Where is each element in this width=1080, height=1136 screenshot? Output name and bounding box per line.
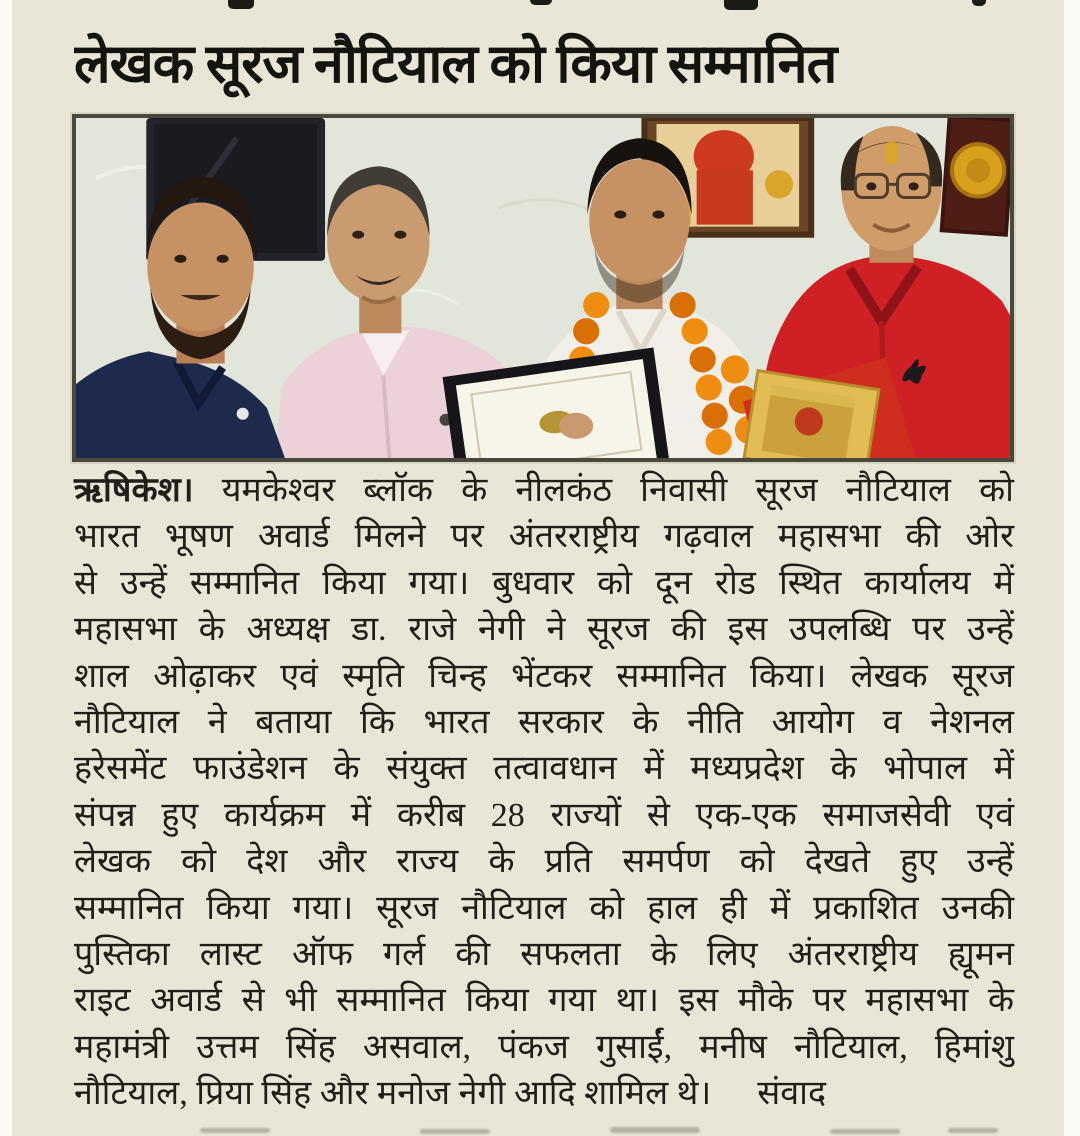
text-fragment [610, 1127, 700, 1133]
text-fragment [830, 1129, 900, 1134]
body-line-text: नौटियाल, प्रिया सिंह और मनोज नेगी आदि शामिल थे। [74, 1075, 712, 1113]
body-line: से उन्हें सम्मानित किया गया। बुधवार को दून रोड स्थित कार्यालय में [74, 564, 1014, 602]
body-line-text: यमकेश्वर ब्लॉक के नीलकंठ निवासी सूरज नौटियाल को [193, 472, 1014, 509]
body-line [74, 1071, 1014, 1117]
text-fragment [530, 0, 552, 5]
left-margin [0, 0, 12, 1136]
body-line: शाल ओढ़ाकर एवं स्मृति चिन्ह भेंटकर सम्मानित किया। लेखक सूरज [74, 657, 1014, 695]
dateline: ऋषिकेश। [74, 472, 194, 509]
body-line: राइट अवार्ड से भी सम्मानित किया गया था। इस मौके पर महासभा के [74, 982, 1014, 1020]
body-line: पुस्तिका लास्ट ऑफ गर्ल की सफलता के लिए अंतरराष्ट्रीय ह्यूमन [74, 936, 1014, 974]
photo-illustration [76, 118, 1010, 458]
text-fragment [420, 1129, 490, 1134]
body-line: महासभा के अध्यक्ष डा. राजे नेगी ने सूरज की इस उपलब्धि पर उन्हें [74, 611, 1014, 649]
article-headline: लेखक सूरज नौटियाल को किया सम्मानित [74, 34, 837, 94]
article-photo [72, 114, 1014, 462]
text-fragment [948, 1128, 998, 1133]
body-line: नौटियाल ने बताया कि भारत सरकार के नीति आयोग व नेशनल [74, 704, 1014, 742]
body-line [74, 468, 1014, 514]
reporter-credit: संवाद [757, 1075, 827, 1113]
tilak-mark [885, 142, 897, 164]
body-line: संपन्न हुए कार्यक्रम में करीब 28 राज्यों से एक-एक समाजसेवी एवं [74, 796, 1014, 834]
text-fragment [200, 1128, 270, 1133]
hand [559, 413, 593, 439]
body-line: हरेसमेंट फाउंडेशन के संयुक्त तत्वावधान में मध्यप्रदेश के भोपाल में [74, 750, 1014, 788]
text-fragment [724, 0, 758, 10]
body-line: सम्मानित किया गया। सूरज नौटियाल को हाल ही में प्रकाशित उनकी [74, 889, 1014, 927]
text-fragment [972, 0, 986, 6]
article-body [74, 468, 1014, 1118]
text-fragment [228, 0, 254, 9]
body-line: भारत भूषण अवार्ड मिलने पर अंतरराष्ट्रीय गढ़वाल महासभा की ओर [74, 518, 1014, 556]
body-line: महामंत्री उत्तम सिंह असवाल, पंकज गुसाईं, मनीष नौटियाल, हिमांशु [74, 1028, 1014, 1066]
right-margin [1064, 0, 1080, 1136]
award-plaque [942, 118, 1010, 235]
body-line: लेखक को देश और राज्य के प्रति समर्पण को देखते हुए उन्हें [74, 843, 1014, 881]
